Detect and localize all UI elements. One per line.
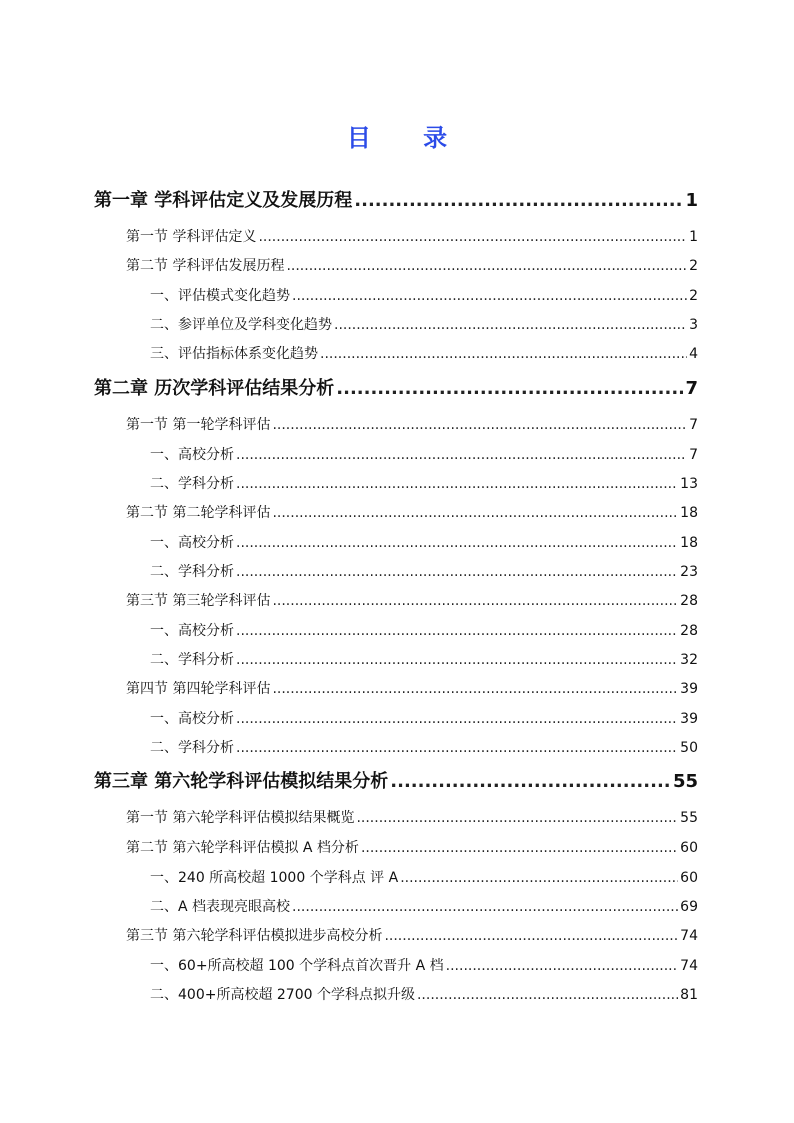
toc-entry-label: 第二章 历次学科评估结果分析 [94, 378, 335, 399]
toc-entry-sub[interactable] [150, 867, 698, 887]
toc-leader-dots [417, 987, 678, 1003]
toc-leader-dots [272, 505, 678, 521]
toc-entry-section[interactable] [126, 414, 698, 434]
toc-page-number: 2 [689, 258, 698, 274]
toc-entry-sub[interactable] [150, 649, 698, 669]
toc-page-number: 13 [680, 476, 698, 492]
toc-entry-label: 二、学科分析 [150, 564, 234, 580]
toc-page-number: 55 [672, 771, 698, 792]
toc-page-number: 69 [680, 899, 698, 915]
toc-entry-section[interactable] [126, 255, 698, 275]
toc-entry-label: 二、参评单位及学科变化趋势 [150, 317, 332, 333]
toc-leader-dots [236, 652, 678, 668]
toc-entry-label: 第二节 第二轮学科评估 [126, 505, 271, 521]
toc-entry-label: 第二节 第六轮学科评估模拟 A 档分析 [126, 840, 359, 856]
toc-entry-section[interactable] [126, 678, 698, 698]
toc-entry-label: 第一章 学科评估定义及发展历程 [94, 190, 353, 211]
toc-page-number: 1 [689, 229, 698, 245]
toc-entry-section[interactable] [126, 837, 698, 857]
toc-page-number: 55 [680, 810, 698, 826]
toc-leader-dots [236, 447, 687, 463]
toc-leader-dots [400, 870, 678, 886]
toc-leader-dots [236, 623, 678, 639]
toc-entry-sub[interactable] [150, 620, 698, 640]
toc-leader-dots [354, 190, 683, 211]
toc-entry-label: 一、60+所高校超 100 个学科点首次晋升 A 档 [150, 958, 444, 974]
toc-entry-label: 第一节 第六轮学科评估模拟结果概览 [126, 810, 355, 826]
toc-leader-dots [272, 417, 687, 433]
toc-entry-label: 一、高校分析 [150, 711, 234, 727]
toc-page-number: 3 [689, 317, 698, 333]
toc-leader-dots [292, 288, 687, 304]
toc-leader-dots [272, 681, 678, 697]
toc-entry-label: 一、评估模式变化趋势 [150, 288, 290, 304]
toc-entry-sub[interactable] [150, 984, 698, 1004]
toc-entry-label: 第三节 第六轮学科评估模拟进步高校分析 [126, 928, 383, 944]
toc-page-number: 18 [680, 505, 698, 521]
toc-leader-dots [336, 378, 683, 399]
toc-page-number: 39 [680, 711, 698, 727]
toc-entry-chapter[interactable] [94, 767, 698, 793]
toc-leader-dots [384, 928, 678, 944]
toc-entry-chapter[interactable] [94, 374, 698, 400]
toc-page-number: 4 [689, 346, 698, 362]
toc-page-number: 28 [680, 593, 698, 609]
toc-entry-sub[interactable] [150, 561, 698, 581]
toc-entry-sub[interactable] [150, 955, 698, 975]
toc-entry-label: 第一节 第一轮学科评估 [126, 417, 271, 433]
toc-page-number: 32 [680, 652, 698, 668]
toc-page-number: 18 [680, 535, 698, 551]
toc-leader-dots [236, 535, 678, 551]
toc-page-number: 74 [680, 928, 698, 944]
toc-entry-label: 二、A 档表现亮眼高校 [150, 899, 291, 915]
toc-page-number: 74 [680, 958, 698, 974]
toc-entry-sub[interactable] [150, 896, 698, 916]
toc-entry-label: 二、400+所高校超 2700 个学科点拟升级 [150, 987, 415, 1003]
toc-entry-section[interactable] [126, 807, 698, 827]
toc-leader-dots [236, 711, 678, 727]
toc-entry-label: 三、评估指标体系变化趋势 [150, 346, 318, 362]
toc-entry-label: 第三章 第六轮学科评估模拟结果分析 [94, 771, 389, 792]
toc-page-number: 7 [689, 447, 698, 463]
toc-leader-dots [361, 840, 678, 856]
toc-leader-dots [236, 476, 678, 492]
toc-entry-label: 二、学科分析 [150, 476, 234, 492]
toc-leader-dots [258, 229, 687, 245]
toc-page-number: 23 [680, 564, 698, 580]
toc-entry-label: 一、高校分析 [150, 535, 234, 551]
toc-leader-dots [390, 771, 671, 792]
toc-entry-sub[interactable] [150, 285, 698, 305]
toc-entry-sub[interactable] [150, 532, 698, 552]
toc-entry-label: 二、学科分析 [150, 740, 234, 756]
toc-leader-dots [292, 899, 678, 915]
page-title: 目 录 [346, 124, 470, 152]
toc-page-number: 60 [680, 870, 698, 886]
toc-entry-sub[interactable] [150, 737, 698, 757]
toc-page-number: 28 [680, 623, 698, 639]
toc-page-number: 1 [685, 190, 698, 211]
toc-entry-label: 第三节 第三轮学科评估 [126, 593, 271, 609]
toc-leader-dots [272, 593, 678, 609]
toc-entry-section[interactable] [126, 226, 698, 246]
toc-entry-chapter[interactable] [94, 186, 698, 212]
toc-page-number: 81 [680, 987, 698, 1003]
toc-entry-label: 一、高校分析 [150, 623, 234, 639]
toc-entry-label: 第一节 学科评估定义 [126, 229, 257, 245]
toc-page-number: 39 [680, 681, 698, 697]
toc-entry-sub[interactable] [150, 314, 698, 334]
toc-entry-sub[interactable] [150, 343, 698, 363]
toc-page-number: 2 [689, 288, 698, 304]
toc-leader-dots [236, 564, 678, 580]
toc-leader-dots [356, 810, 678, 826]
toc-entry-label: 第二节 学科评估发展历程 [126, 258, 285, 274]
toc-entry-label: 一、高校分析 [150, 447, 234, 463]
toc-entry-section[interactable] [126, 590, 698, 610]
toc-leader-dots [236, 740, 678, 756]
toc-leader-dots [320, 346, 687, 362]
toc-entry-section[interactable] [126, 502, 698, 522]
toc-entry-sub[interactable] [150, 708, 698, 728]
toc-entry-sub[interactable] [150, 473, 698, 493]
toc-page-number: 50 [680, 740, 698, 756]
toc-page-number: 60 [680, 840, 698, 856]
toc-page-number: 7 [689, 417, 698, 433]
toc-entry-label: 一、240 所高校超 1000 个学科点 评 A [150, 870, 399, 886]
toc-leader-dots [446, 958, 679, 974]
toc-entry-section[interactable] [126, 925, 698, 945]
toc-page-number: 7 [685, 378, 698, 399]
toc-entry-label: 二、学科分析 [150, 652, 234, 668]
toc-entry-label: 第四节 第四轮学科评估 [126, 681, 271, 697]
toc-leader-dots [334, 317, 687, 333]
toc-leader-dots [286, 258, 687, 274]
toc-entry-sub[interactable] [150, 444, 698, 464]
